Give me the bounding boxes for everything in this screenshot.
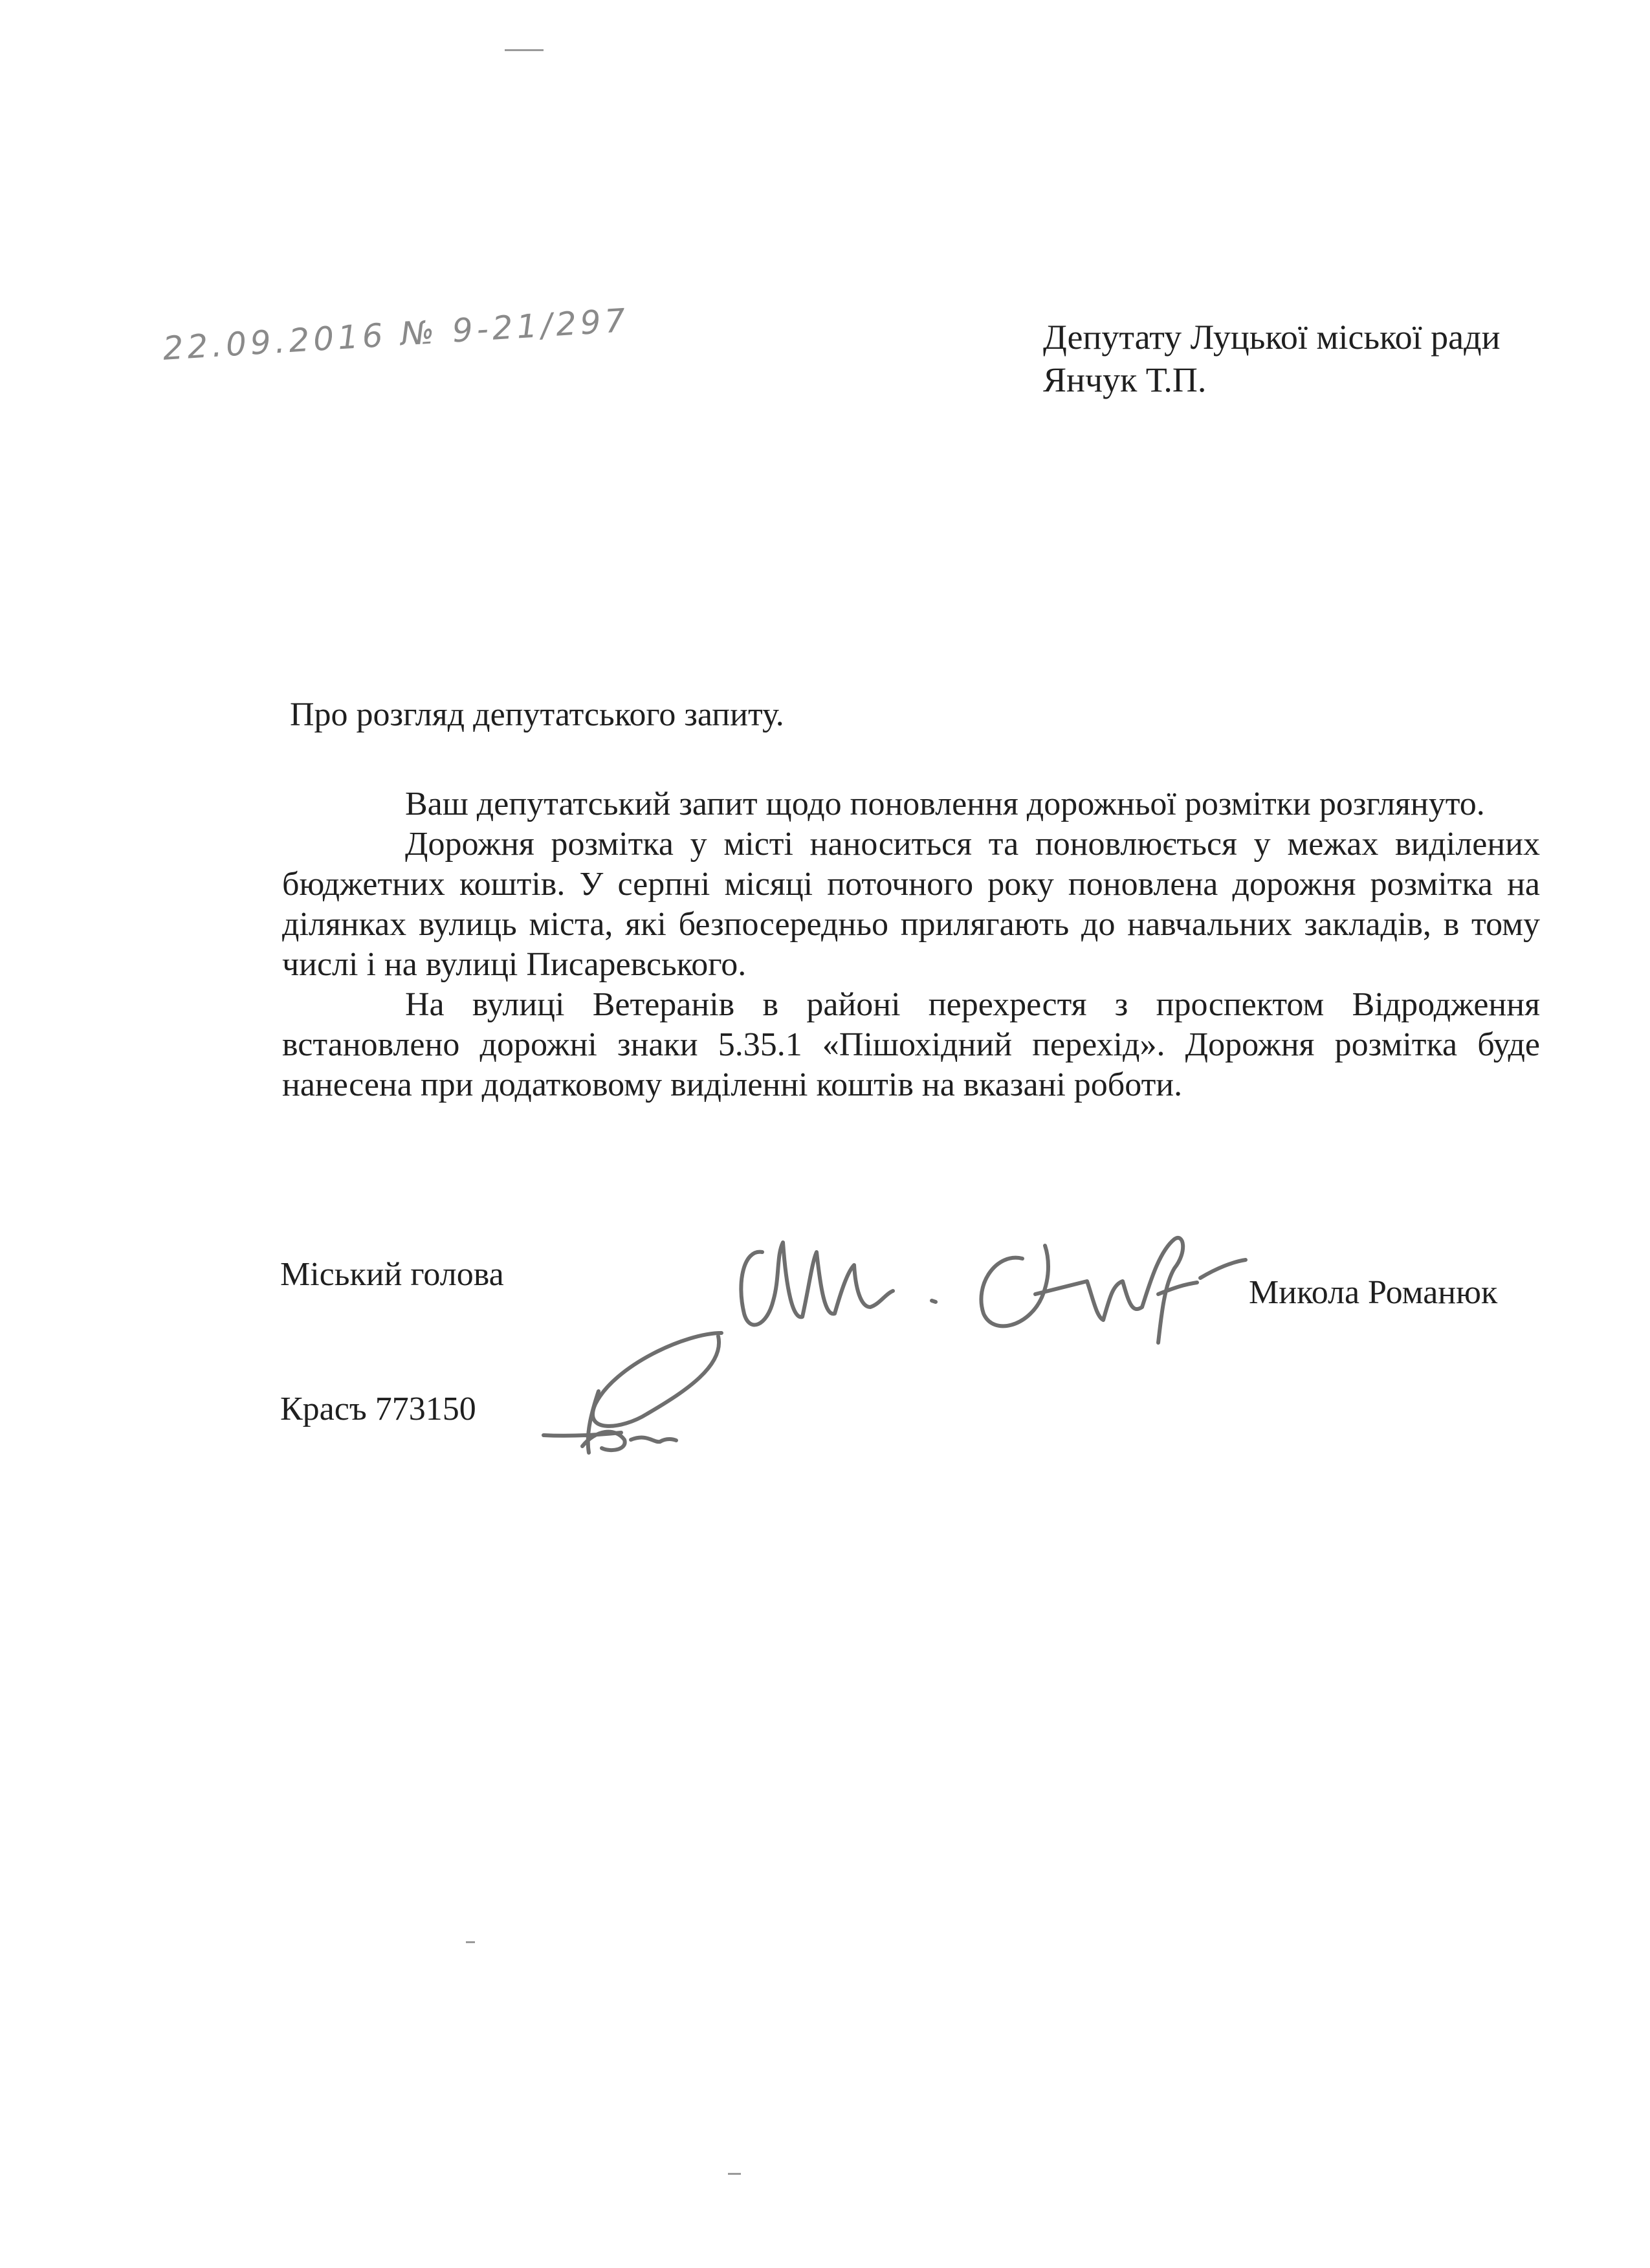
addressee-block [1043, 316, 1500, 401]
addressee-line-1: Депутату Луцької міської ради [1043, 318, 1501, 357]
signatory-title: Міський голова [280, 1256, 504, 1293]
body-paragraph-3: На вулиці Ветеранів в районі перехрестя з проспектом Відродження встановлено дорожні знаки 5.35.1 «Пішохідний перехід». Дорожня розмітка буде нанесена при додатковому виділенні коштів на вказані роботи. [282, 986, 1540, 1103]
scan-speck [505, 49, 544, 51]
registration-number: 22.09.2016 № 9-21/297 [162, 301, 631, 368]
scan-speck [466, 1941, 475, 1943]
addressee-line-2: Янчук Т.П. [1043, 360, 1207, 399]
signatory-name: Микола Романюк [1249, 1274, 1498, 1311]
mayor-signature-part-1 [741, 1242, 893, 1325]
body-paragraph-2: Дорожня розмітка у місті наноситься та поновлюється у межах виділених бюджетних коштів. У серпні місяці поточного року поновлена дорожня розмітка на ділянках вулиць міста, які безпосередньо прилягають до навчальних закладів, в тому числі і на вулиці Писаревського. [282, 826, 1540, 983]
mayor-signature-part-2 [981, 1238, 1246, 1343]
scan-speck [728, 2173, 741, 2175]
letter-body [282, 784, 1540, 1105]
mayor-signature-dot [932, 1301, 936, 1302]
body-paragraph-1: Ваш депутатський запит щодо поновлення дорожньої розмітки розглянуто. [405, 786, 1485, 822]
executor-contact: Красъ 773150 [280, 1391, 476, 1427]
executor-initials-mark [544, 1333, 721, 1453]
subject-line: Про розгляд депутатського запиту. [290, 696, 784, 733]
